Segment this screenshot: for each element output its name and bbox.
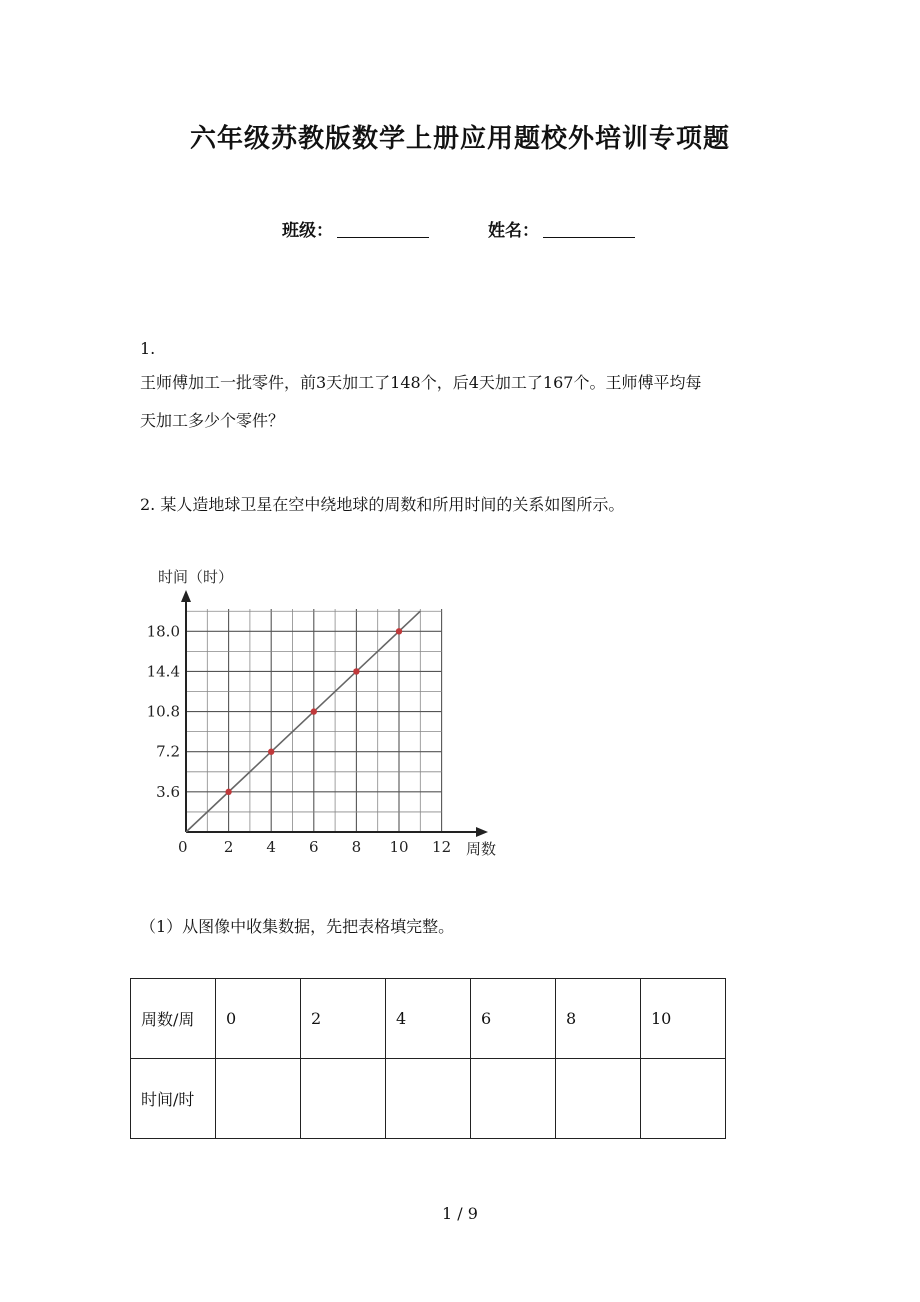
page-number: 1 / 9 [442,1204,478,1223]
data-point [268,749,274,755]
answer-cell[interactable] [471,1059,556,1139]
y-tick-label: 10.8 [146,702,180,721]
table-cell: 4 [386,979,471,1059]
table-cell: 6 [471,979,556,1059]
chart-grid [186,609,442,832]
table-cell: 10 [641,979,726,1059]
data-point [311,708,317,714]
chart-series [186,611,420,832]
answer-cell[interactable] [556,1059,641,1139]
class-field [282,216,429,241]
answer-cell[interactable] [216,1059,301,1139]
q2-prompt: 2. 某人造地球卫星在空中绕地球的周数和所用时间的关系如图所示。 [140,495,625,514]
q1-number: 1. [140,339,156,358]
answer-cell[interactable] [386,1059,471,1139]
y-tick-label: 3.6 [156,782,180,801]
class-label: 班级： [282,221,333,241]
name-field [488,216,635,241]
page-title: 六年级苏教版数学上册应用题校外培训专项题 [189,124,730,154]
y-tick-label: 14.4 [146,662,180,681]
table-cell: 8 [556,979,641,1059]
y-axis-arrow [181,590,191,602]
table-row [131,979,726,1059]
y-tick-label: 18.0 [146,622,180,641]
q2-sub1: （1）从图像中收集数据，先把表格填完整。 [140,917,455,936]
data-point [225,789,231,795]
x-tick-label: 8 [351,838,362,856]
table-header-cell: 周数/周 [131,979,216,1059]
name-label: 姓名： [488,221,539,241]
class-blank[interactable] [337,221,429,238]
data-table [130,978,726,1139]
answer-cell[interactable] [641,1059,726,1139]
data-point [353,668,359,674]
x-tick-label: 2 [223,838,234,856]
y-axis-label: 时间（时） [158,568,234,586]
table-row [131,1059,726,1139]
x-tick-label: 12 [432,838,452,856]
chart-tick-labels [147,622,452,856]
table-header-cell: 时间/时 [131,1059,216,1139]
x-axis-arrow [476,827,488,837]
q1-line2: 天加工多少个零件？ [140,411,285,430]
data-point [396,628,402,634]
y-tick-label: 7.2 [156,742,180,761]
x-axis-label: 周数 [466,840,497,858]
table-cell: 0 [216,979,301,1059]
x-tick-label: 10 [389,838,409,856]
origin-label: 0 [178,838,188,856]
series-line [186,611,420,832]
x-tick-label: 6 [309,838,319,856]
answer-cell[interactable] [301,1059,386,1139]
table-cell: 2 [301,979,386,1059]
name-blank[interactable] [543,221,635,238]
x-tick-label: 4 [266,838,276,856]
line-chart [130,556,530,866]
q1-line1: 王师傅加工一批零件，前3天加工了148个，后4天加工了167个。王师傅平均每 [140,373,702,392]
